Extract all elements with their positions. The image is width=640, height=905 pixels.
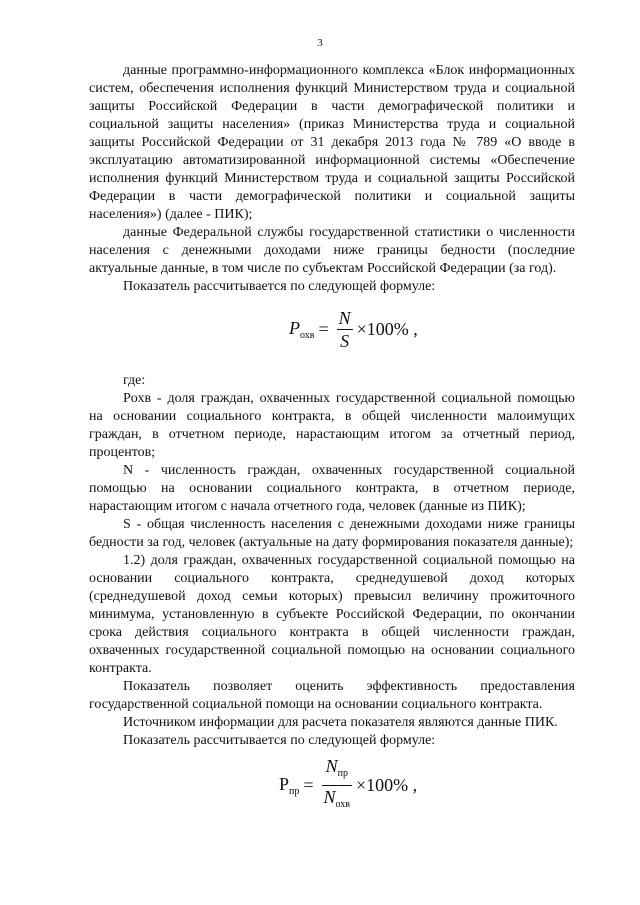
formula1-lhs: $P_{охв}$ [289, 317, 315, 341]
definition-p-ohv: Pохв - доля граждан, охваченных государственной социальной помощью на основании социального контракта, в общей численности малоимущих граждан, в отчетном периоде, нарастающим итогом за отчетный период, процентов; [89, 391, 575, 460]
document-body [89, 62, 575, 814]
paragraph-indicator-1-2: 1.2) доля граждан, охваченных государственной социальной помощью на основании социального контракта, среднедушевой доход которых (среднедушевой доход семьи которых) превысил величину прожиточного минимума, установленную в субъекте Российской Федерации, по окончании срока действия социального контракта в общей численности граждан, охваченных государственной социальной помощью на основании социального контракта. [89, 553, 575, 676]
formula1-tail: ×100% , [356, 318, 418, 339]
formula-exceeded: $P_{пр}$ = $\frac{N_{пр}}{N_{охв}}$ ×100% , [89, 756, 575, 814]
formula1-fraction: $\frac{N}{S}$ [338, 307, 351, 351]
definition-n: N - численность граждан, охваченных государственной социальной помощью на основании социального контракта, в отчетном периоде, нарастающим итогом с начала отчетного года, человек (данные из ПИК); [89, 463, 575, 514]
paragraph-formula-intro-2: Показатель рассчитывается по следующей формуле: [123, 733, 436, 748]
paragraph-formula-intro-1: Показатель рассчитывается по следующей формуле: [123, 279, 436, 294]
formula2-tail: ×100% , [356, 774, 418, 795]
formula-coverage: $P_{охв}$ = $\frac{N}{S}$ ×100% , [289, 307, 418, 351]
definition-s: S - общая численность населения с денежными доходами ниже границы бедности за год, человек (актуальные на дату формирования показателя данные); [89, 517, 575, 550]
paragraph-pik-source: данные программно-информационного комплекса «Блок информационных систем, обеспечения исполнения функций Министерством труда и социальной защиты Российской Федерации в части демографической политики и социальной защиты населения» (приказ Министерства труда и социальной защиты Российской Федерации от 31 декабря 2013 года № 789 «О вводе в эксплуатацию автоматизированной информационной системы «Обеспечение исполнения функций Министерством труда и социальной защиты Российской Федерации в части демографической политики и социальной защиты населения») (далее - ПИК); [89, 63, 575, 222]
paragraph-rosstat-source: данные Федеральной службы государственной статистики о численности населения с денежными доходами ниже границы бедности (последние актуальные данные, в том числе по субъектам Российской Федерации (за год). [89, 225, 575, 276]
page-number: 3 [317, 37, 323, 49]
formula2-lhs: $P_{пр}$ [279, 773, 300, 797]
formula2-fraction: $\frac{N_{пр}}{N_{охв}}$ [323, 755, 351, 810]
paragraph-indicator-purpose: Показатель позволяет оценить эффективность предоставления государственной социальной помощи на основании социального контракта. [89, 679, 575, 712]
paragraph-info-source: Источником информации для расчета показателя являются данные ПИК. [123, 715, 558, 730]
paragraph-where: где: [123, 373, 146, 388]
